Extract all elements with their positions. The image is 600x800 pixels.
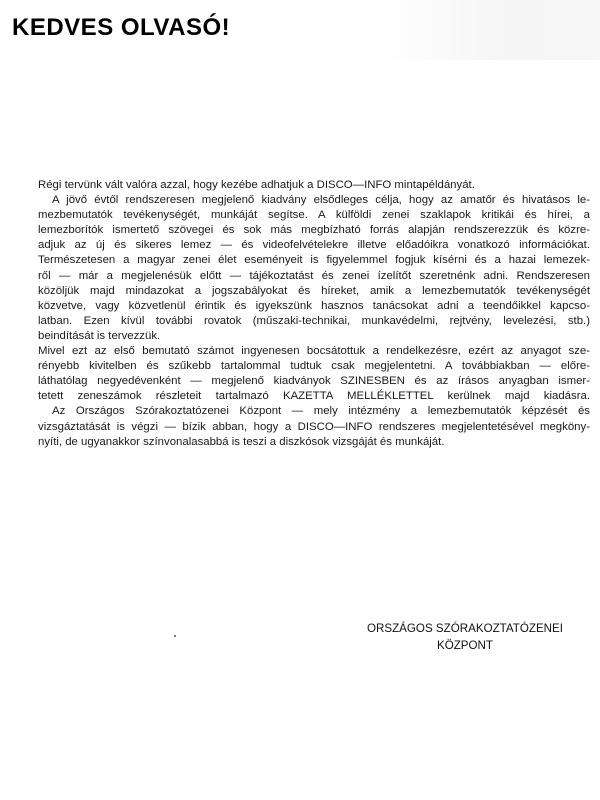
body-line: közvetve, vagy közvetlenül érintik és igyekszünk hasznos tanácsokat adni a teendőikkel kapcso- bbox=[38, 299, 590, 312]
signature-line-1: ORSZÁGOS SZÓRAKOZTATÓZENEI bbox=[366, 622, 564, 635]
letter-body bbox=[38, 178, 590, 450]
body-line: adjuk az új és sikeres lemez — és videofelvételekre illetve előadóikra vonatkozó információkat. bbox=[38, 239, 590, 252]
body-line: rényebb kivitelben és szűkebb tartalommal tudtuk csak megjelentetni. A továbbiakban — előre- bbox=[38, 360, 590, 373]
body-line: lemezborítók ismertető szövegei és sok más megbízható forrás alapján rendszerezzük és közre- bbox=[38, 224, 590, 237]
body-line: láthatólag negyedévenként — megjelenő kiadványok SZINESBEN és az írásos anyagban ismer- bbox=[38, 375, 590, 388]
body-line: mezbemutatók tevékenységét, munkáját segítse. A külföldi zenei szaklapok kritikái és hírei, a bbox=[38, 209, 590, 222]
body-line: A jövő évtől rendszeresen megjelenő kiadvány elsődleges célja, hogy az amatőr és hivatásos le- bbox=[52, 194, 590, 207]
signature-line-2: KÖZPONT bbox=[436, 639, 494, 652]
body-line: Mivel ezt az első bemutató számot ingyenesen bocsátottuk a rendelkezésre, ezért az anyagot sze- bbox=[38, 345, 590, 358]
bleed-through-area bbox=[380, 0, 600, 60]
body-line: Az Országos Szórakoztatózenei Központ — mely intézmény a lemezbemutatók képzését és bbox=[52, 405, 590, 418]
body-line: közöljük majd mindazokat a jogszabályokat és híreket, amik a lemezbemutatók tevékenységét bbox=[38, 284, 590, 297]
body-line: ről — már a megjelenésük előtt — tájékoztatást és zenei ízelítőt szeretnénk adni. Rendszeresen bbox=[38, 269, 590, 282]
body-line: Régi tervünk vált valóra azzal, hogy kezébe adhatjuk a DISCO—INFO mintapéldányát. bbox=[38, 179, 475, 191]
body-line: tetett zeneszámok részleteit tartalmazó KAZETTA MELLÉKLETTEL kerülnek majd kiadásra. bbox=[38, 390, 590, 403]
body-line: nyíti, de ugyanakkor színvonalasabbá is teszi a diszkósok vizsgáját és munkáját. bbox=[38, 435, 445, 448]
body-line: beindítását is tervezzük. bbox=[38, 329, 161, 342]
page-title: KEDVES OLVASÓ! bbox=[12, 14, 231, 41]
signature-block bbox=[330, 620, 600, 654]
body-line: vizsgáztatását is végzi — bízik abban, hogy a DISCO—INFO rendszeres megjelentetésével megköny- bbox=[38, 420, 590, 433]
print-speck bbox=[174, 635, 176, 637]
body-line: Természetesen a magyar zenei élet eseményeit is figyelemmel fogjuk kísérni és a hazai lemezek- bbox=[38, 254, 590, 267]
body-line: latban. Ezen kívül további rovatok (műszaki-technikai, munkavédelmi, rejtvény, levelezési, stb.) bbox=[38, 314, 590, 327]
